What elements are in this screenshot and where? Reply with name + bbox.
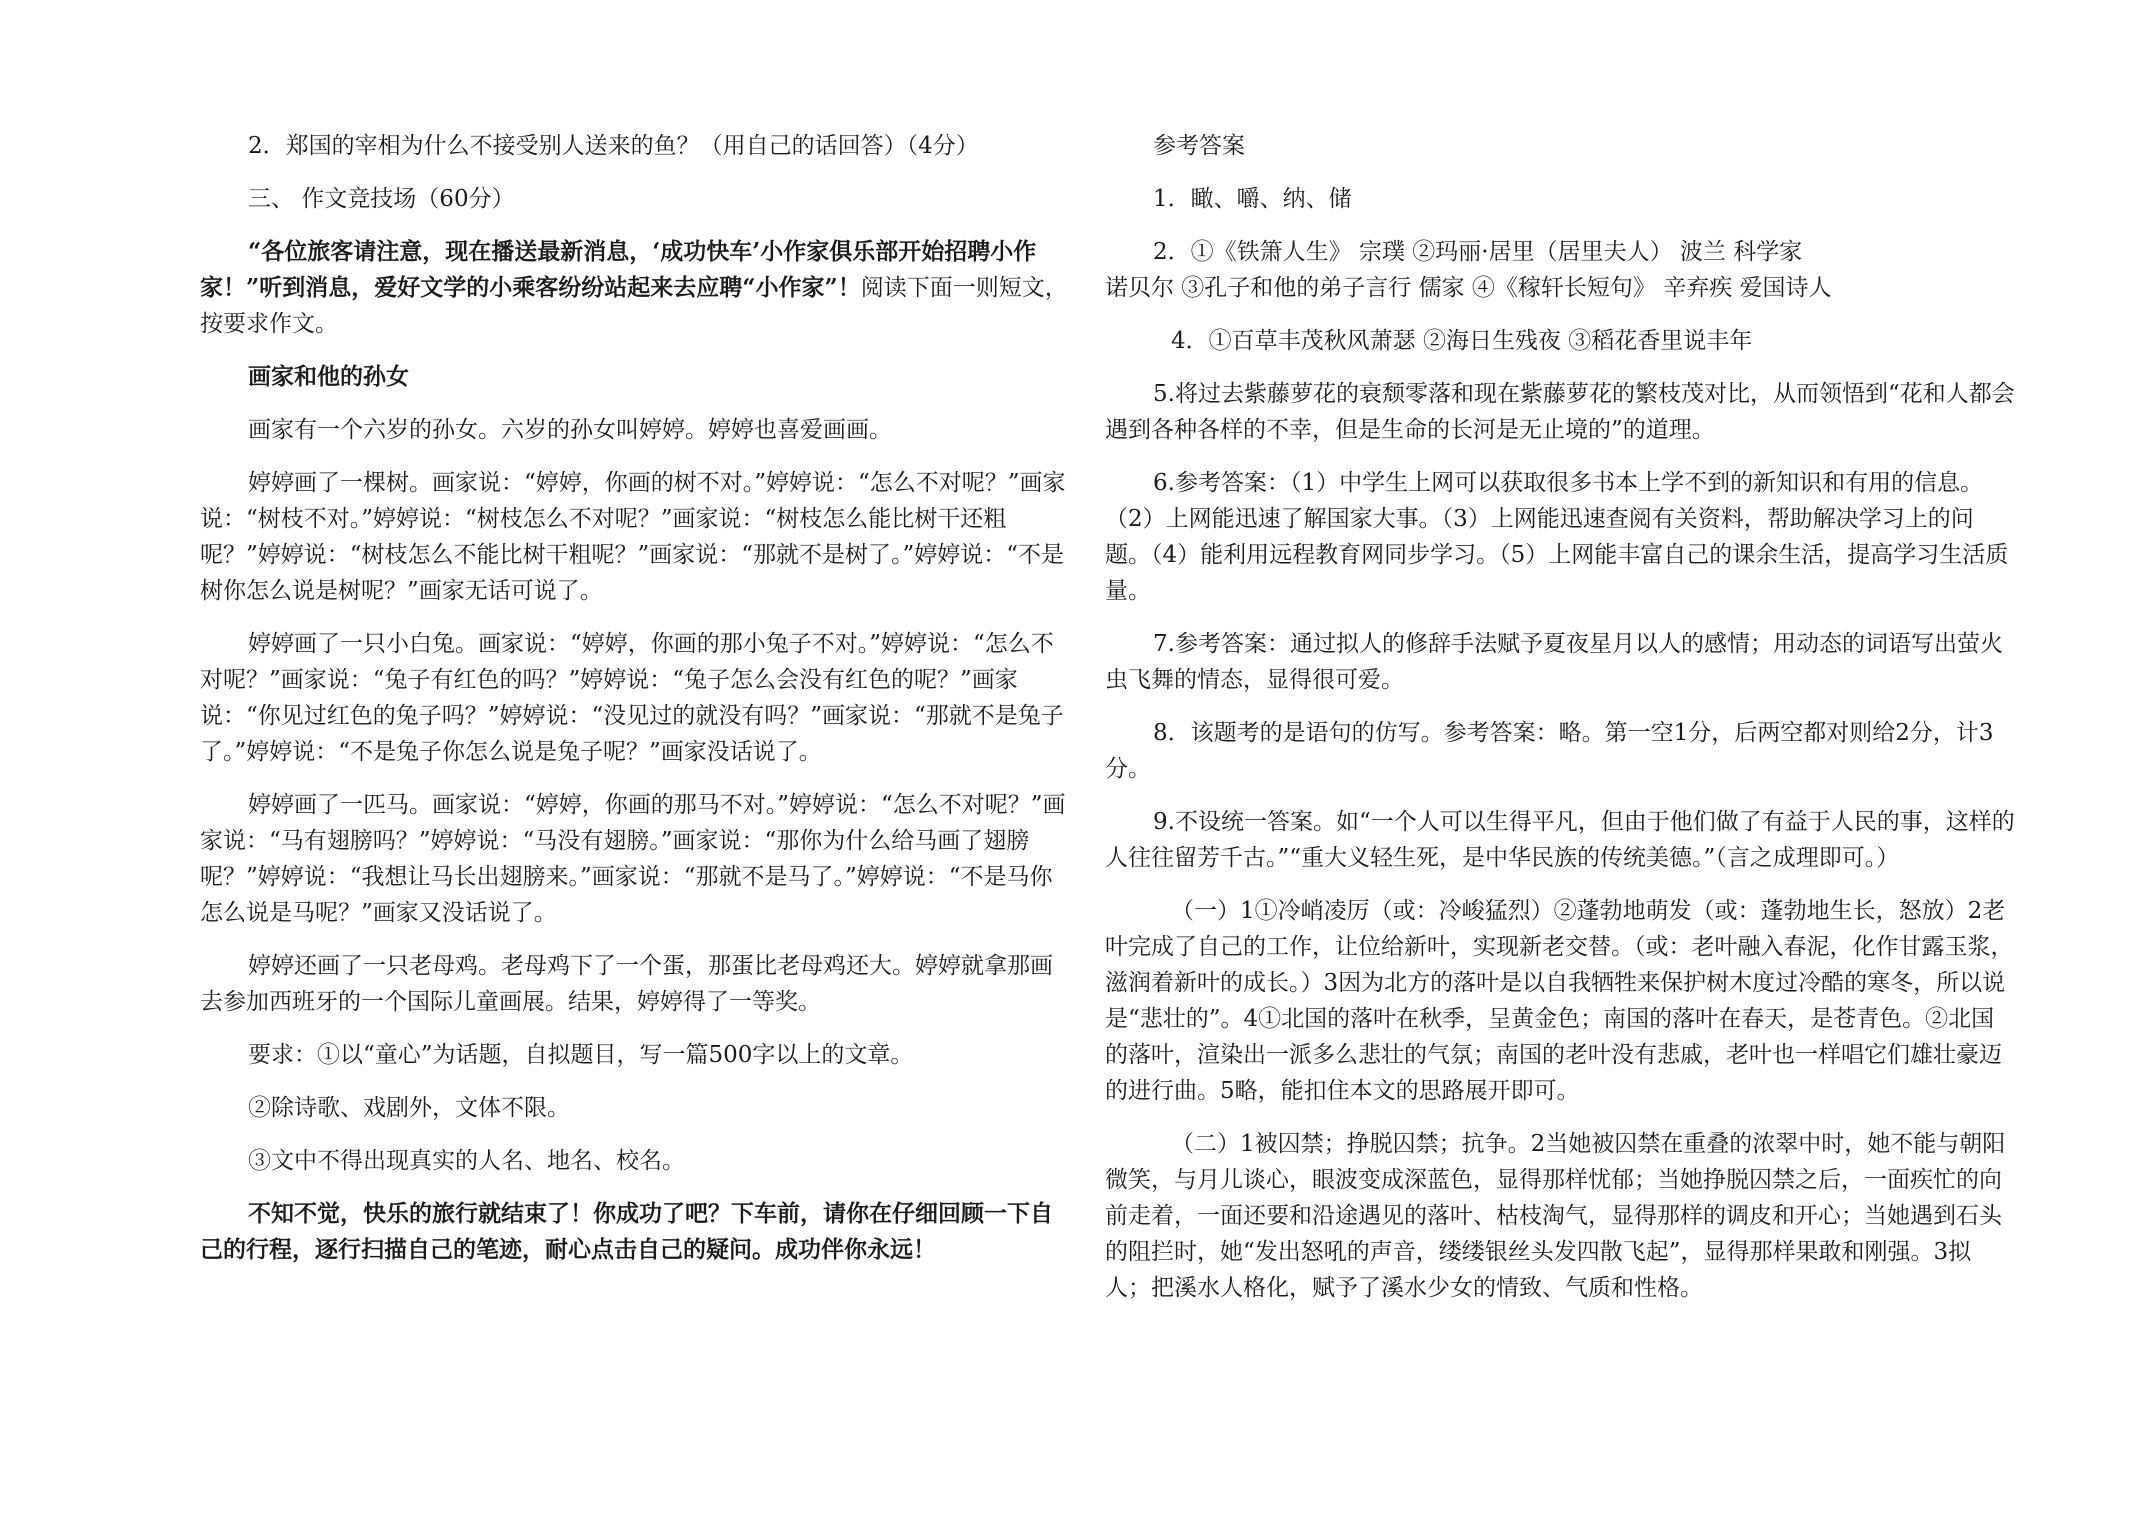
answer-4: 4．①百草丰茂秋风萧瑟 ②海日生残夜 ③稻花香里说丰年 xyxy=(1171,328,1753,354)
story-paragraph-1: 画家有一个六岁的孙女。六岁的孙女叫婷婷。婷婷也喜爱画画。 xyxy=(248,417,892,443)
answer-5: 5.将过去紫藤萝花的衰颓零落和现在紫藤萝花的繁枝茂对比，从而领悟到“花和人都会遇到各种各样的不幸，但是生命的长河是无止境的”的道理。 xyxy=(1105,381,2015,443)
requirement-2: ②除诗歌、戏剧外，文体不限。 xyxy=(248,1095,570,1121)
question-2: 2．郑国的宰相为什么不接受别人送来的鱼？（用自己的话回答）（4分） xyxy=(248,133,979,159)
answer-2-line-1: 2．①《铁箫人生》 宗璞 ②玛丽·居里（居里夫人） 波兰 科学家 xyxy=(1153,239,1803,265)
requirement-1: 要求：①以“童心”为话题，自拟题目，写一篇500字以上的文章。 xyxy=(248,1042,914,1068)
answer-1: 1．瞰、嚼、纳、储 xyxy=(1153,186,1352,212)
answer-2-line-2: 诺贝尔 ③孔子和他的弟子言行 儒家 ④《稼轩长短句》 辛弃疾 爱国诗人 xyxy=(1105,275,1832,301)
right-column xyxy=(1105,128,2015,1323)
closing-message: 不知不觉，快乐的旅行就结束了！你成功了吧？下车前，请你在仔细回顾一下自己的行程，逐行扫描自己的笔迹，耐心点击自己的疑问。成功伴你永远！ xyxy=(200,1200,1053,1263)
reading-answer-1: （一）1①冷峭凌厉（或：冷峻猛烈）②蓬勃地萌发（或：蓬勃地生长，怒放）2老叶完成了自己的工作，让位给新叶，实现新老交替。（或：老叶融入春泥，化作甘露玉浆，滋润着新叶的成长。）3因为北方的落叶是以自我牺牲来保护树木度过冷酷的寒冬，所以说是“悲壮的”。4①北国的落叶在秋季，呈黄金色；南国的落叶在春天，是苍青色。②北国的落叶，渲染出一派多么悲壮的气氛；南国的老叶没有悲戚，老叶也一样唱它们雄壮豪迈的进行曲。5略，能扣住本文的思路展开即可。 xyxy=(1105,898,2014,1104)
answer-2 xyxy=(1105,234,2015,306)
essay-intro-instruction: 阅读下面一则短文，按要求作文。 xyxy=(200,275,1068,337)
requirement-3: ③文中不得出现真实的人名、地名、校名。 xyxy=(248,1148,685,1174)
story-title: 画家和他的孙女 xyxy=(248,363,409,390)
essay-intro xyxy=(200,234,1070,342)
story-paragraph-4: 婷婷画了一匹马。画家说：“婷婷，你画的那马不对。”婷婷说：“怎么不对呢？”画家说：“马有翅膀吗？”婷婷说：“马没有翅膀。”画家说：“那你为什么给马画了翅膀呢？”婷婷说：“我想让马长出翅膀来。”画家说：“那就不是马了。”婷婷说：“不是马你怎么说是马呢？”画家又没话说了。 xyxy=(200,792,1066,926)
reading-answer-2: （二）1被囚禁；挣脱囚禁；抗争。2当她被囚禁在重叠的浓翠中时，她不能与朝阳微笑，与月儿谈心，眼波变成深蓝色，显得那样忧郁；当她挣脱囚禁之后，一面疾忙的向前走着，一面还要和沿途遇见的落叶、枯枝淘气，显得那样的调皮和开心；当她遇到石头的阻拦时，她“发出怒吼的声音，缕缕银丝头发四散飞起”，显得那样果敢和刚强。3拟人；把溪水人格化，赋予了溪水少女的情致、气质和性格。 xyxy=(1105,1131,2006,1301)
answer-key-title: 参考答案 xyxy=(1153,133,1245,159)
answer-9: 9.不设统一答案。如“一个人可以生得平凡，但由于他们做了有益于人民的事，这样的人往往留芳千古。”“重大义轻生死，是中华民族的传统美德。”（言之成理即可。） xyxy=(1105,809,2015,871)
left-column xyxy=(200,128,1070,1285)
answer-7: 7.参考答案：通过拟人的修辞手法赋予夏夜星月以人的感情；用动态的词语写出萤火虫飞舞的情态，显得很可爱。 xyxy=(1105,631,2003,693)
story-paragraph-5: 婷婷还画了一只老母鸡。老母鸡下了一个蛋，那蛋比老母鸡还大。婷婷就拿那画去参加西班牙的一个国际儿童画展。结果，婷婷得了一等奖。 xyxy=(200,953,1053,1015)
section-3-heading: 三、 作文竞技场（60分） xyxy=(248,186,515,212)
story-paragraph-2: 婷婷画了一棵树。画家说：“婷婷，你画的树不对。”婷婷说：“怎么不对呢？”画家说：“树枝不对。”婷婷说：“树枝怎么不对呢？”画家说：“树枝怎么能比树干还粗呢？”婷婷说：“树枝怎么不能比树干粗呢？”画家说：“那就不是树了。”婷婷说：“不是树你怎么说是树呢？”画家无话可说了。 xyxy=(200,470,1066,604)
story-paragraph-3: 婷婷画了一只小白兔。画家说：“婷婷，你画的那小兔子不对。”婷婷说：“怎么不对呢？”画家说：“兔子有红色的吗？”婷婷说：“兔子怎么会没有红色的呢？”画家说：“你见过红色的兔子吗？”婷婷说：“没见过的就没有吗？”画家说：“那就不是兔子了。”婷婷说：“不是兔子你怎么说是兔子呢？”画家没话说了。 xyxy=(200,631,1064,765)
answer-6: 6.参考答案：（1）中学生上网可以获取很多书本上学不到的新知识和有用的信息。（2）上网能迅速了解国家大事。（3）上网能迅速查阅有关资料，帮助解决学习上的问题。（4）能利用远程教育网同步学习。（5）上网能丰富自己的课余生活，提高学习生活质量。 xyxy=(1105,470,2009,604)
essay-intro-bold: “各位旅客请注意，现在播送最新消息，‘成功快车’小作家俱乐部开始招聘小作家！”听到消息，爱好文学的小乘客纷纷站起来去应聘“小作家”！ xyxy=(200,238,1037,301)
answer-8: 8．该题考的是语句的仿写。参考答案：略。第一空1分，后两空都对则给2分，计3分。 xyxy=(1105,720,1994,782)
